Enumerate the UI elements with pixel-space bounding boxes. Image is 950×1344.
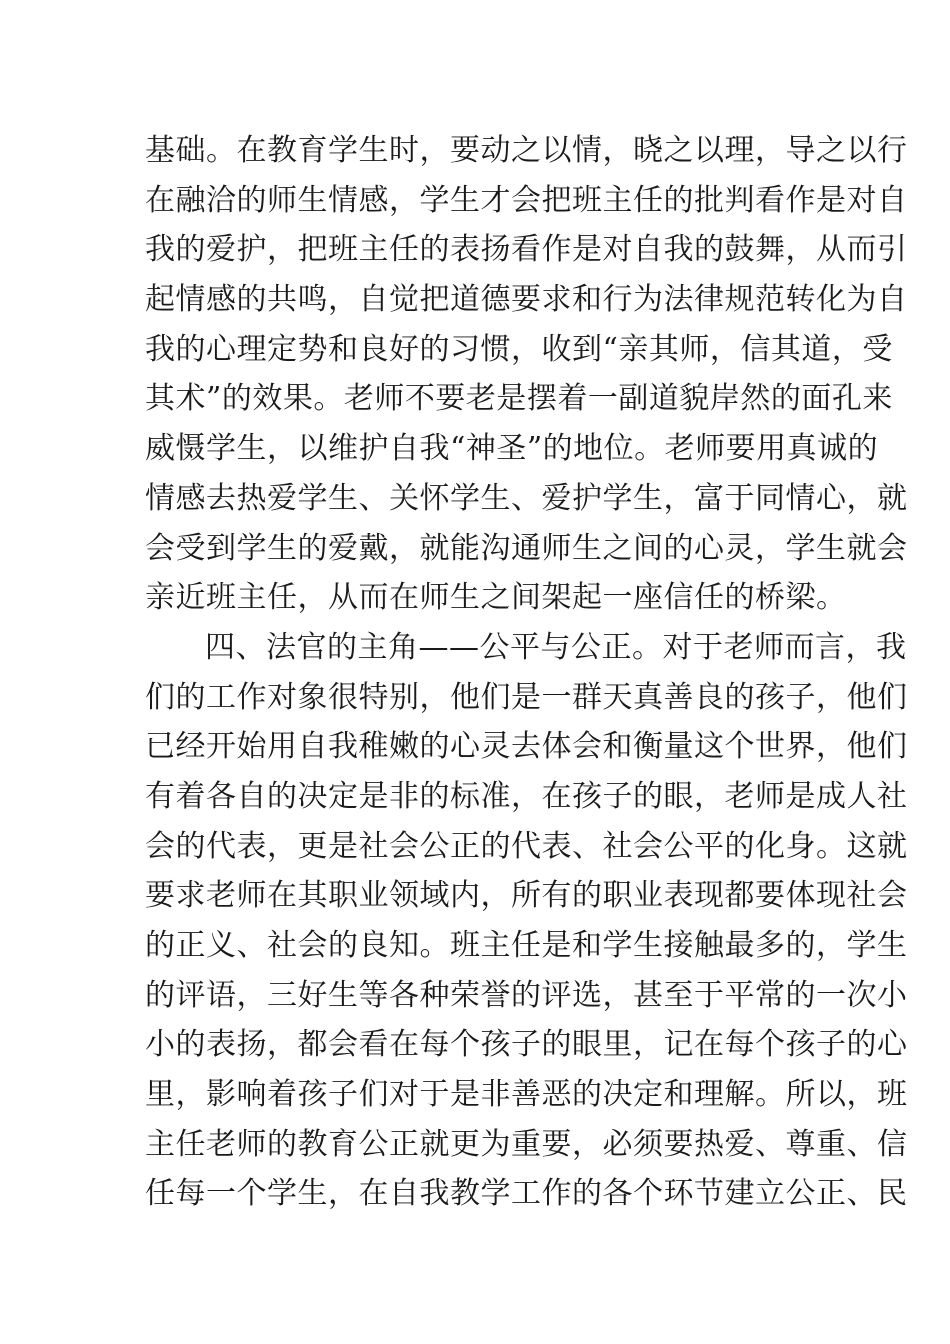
- text-line: 们的工作对象很特别，他们是一群天真善良的孩子，他们: [145, 679, 908, 715]
- text-line: 任每一个学生，在自我教学工作的各个环节建立公正、民: [145, 1176, 908, 1212]
- text-line: 的评语，三好生等各种荣誉的评选，甚至于平常的一次小: [145, 977, 908, 1013]
- text-line: 有着各自的决定是非的标准，在孩子的眼，老师是成人社: [145, 778, 908, 814]
- text-line: 会的代表，更是社会公正的代表、社会公平的化身。这就: [145, 828, 908, 864]
- text-line: 已经开始用自我稚嫩的心灵去体会和衡量这个世界，他们: [145, 729, 908, 765]
- text-line: 的正义、社会的良知。班主任是和学生接触最多的，学生: [145, 928, 908, 963]
- text-line: 情感去热爱学生、关怀学生、爱护学生，富于同情心，就: [145, 480, 908, 516]
- text-line: 我的爱护，把班主任的表扬看作是对自我的鼓舞，从而引: [145, 232, 908, 268]
- text-line: 其术”的效果。老师不要老是摆着一副道貌岸然的面孔来: [145, 381, 893, 417]
- text-line: 基础。在教育学生时，要动之以情，晓之以理，导之以行: [145, 133, 908, 168]
- text-line: 主任老师的教育公正就更为重要，必须要热爱、尊重、信: [145, 1126, 908, 1162]
- document-body: [145, 126, 908, 1219]
- text-line: 里，影响着孩子们对于是非善恶的决定和理解。所以，班: [145, 1077, 908, 1113]
- text-line: 威慑学生，以维护自我“神圣”的地位。老师要用真诚的: [145, 431, 879, 467]
- text-line: 小的表扬，都会看在每个孩子的眼里，记在每个孩子的心: [145, 1027, 908, 1063]
- text-line: 我的心理定势和良好的习惯，收到“亲其师，信其道，受: [145, 331, 893, 367]
- text-line: 亲近班主任，从而在师生之间架起一座信任的桥梁。: [145, 580, 847, 616]
- text-line: 起情感的共鸣，自觉把道德要求和行为法律规范转化为自: [145, 282, 908, 318]
- text-line: 要求老师在其职业领域内，所有的职业表现都要体现社会: [145, 878, 908, 914]
- text-line: 在融洽的师生情感，学生才会把班主任的批判看作是对自: [145, 182, 908, 218]
- paragraph-start-line: 四、法官的主角——公平与公正。对于老师而言，我: [205, 629, 907, 665]
- text-line: 会受到学生的爱戴，就能沟通师生之间的心灵，学生就会: [145, 530, 908, 566]
